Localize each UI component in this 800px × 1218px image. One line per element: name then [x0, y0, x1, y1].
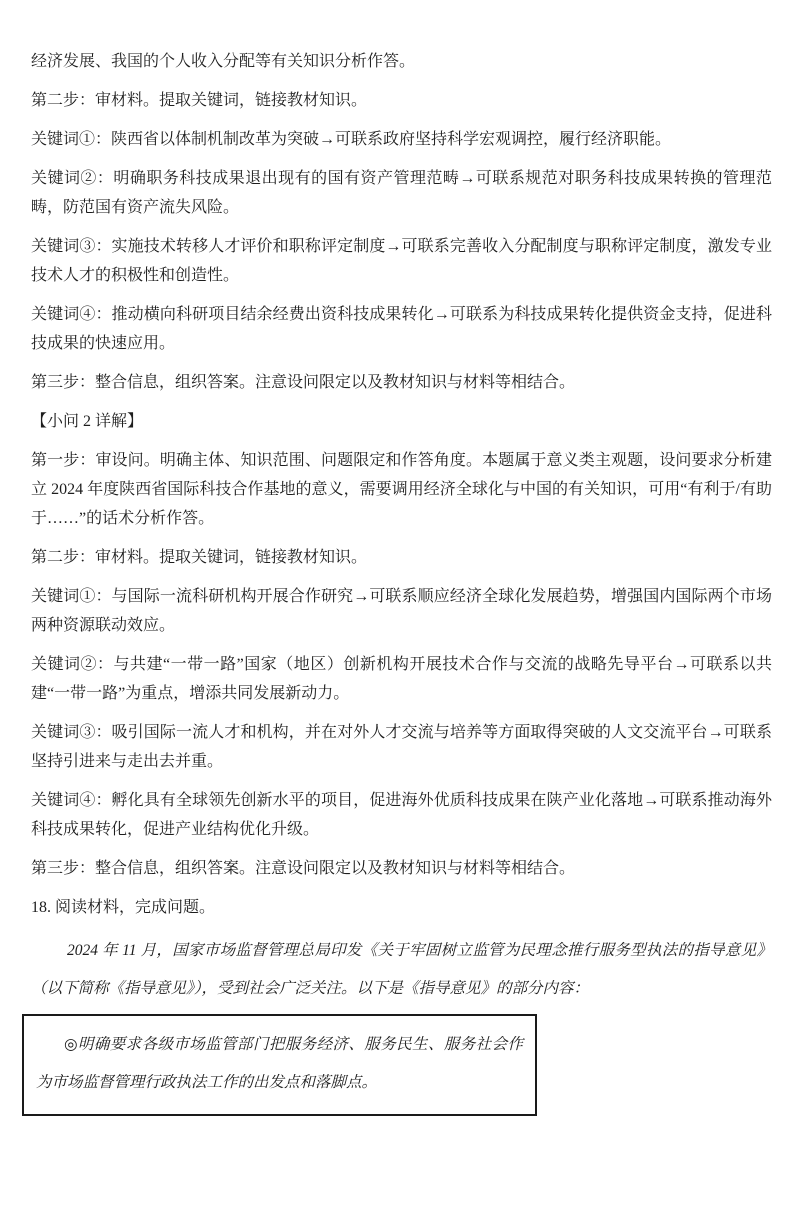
- subquestion2-heading: 【小问 2 详解】: [31, 413, 144, 430]
- step1-paragraph-2: 第一步：审设问。明确主体、知识范围、问题限定和作答角度。本题属于意义类主观题，设问要求分析建立 2024 年度陕西省国际科技合作基地的意义，需要调用经济全球化与中国的有关知识，可用“有利于/有助于……”的话术分析作答。: [31, 452, 772, 527]
- keyword2-paragraph: 关键词②：明确职务科技成果退出现有的国有资产管理范畴→可联系规范对职务科技成果转换的管理范畴，防范国有资产流失风险。: [31, 170, 772, 216]
- keyword4-paragraph: 关键词④：推动横向科研项目结余经费出资科技成果转化→可联系为科技成果转化提供资金支持，促进科技成果的快速应用。: [31, 306, 772, 352]
- guidance-box-text: ◎明确要求各级市场监管部门把服务经济、服务民生、服务社会作为市场监督管理行政执法工作的出发点和落脚点。: [36, 1036, 523, 1091]
- keyword2-paragraph-2: 关键词②：与共建“一带一路”国家（地区）创新机构开展技术合作与交流的战略先导平台→可联系以共建“一带一路”为重点，增添共同发展新动力。: [31, 656, 772, 702]
- keyword3-paragraph-2: 关键词③：吸引国际一流人才和机构，并在对外人才交流与培养等方面取得突破的人文交流平台→可联系坚持引进来与走出去并重。: [31, 724, 772, 770]
- keyword3-paragraph: 关键词③：实施技术转移人才评价和职称评定制度→可联系完善收入分配制度与职称评定制度，激发专业技术人才的积极性和创造性。: [31, 238, 772, 284]
- step2-paragraph: 第二步：审材料。提取关键词，链接教材知识。: [31, 92, 368, 109]
- continuation-paragraph: 经济发展、我国的个人收入分配等有关知识分析作答。: [31, 53, 416, 70]
- keyword4-paragraph-2: 关键词④：孵化具有全球领先创新水平的项目，促进海外优质科技成果在陕产业化落地→可联系推动海外科技成果转化，促进产业结构优化升级。: [31, 792, 772, 838]
- step3-paragraph-2: 第三步：整合信息，组织答案。注意设问限定以及教材知识与材料等相结合。: [31, 860, 576, 877]
- question18-paragraph: 18. 阅读材料，完成问题。: [31, 899, 216, 916]
- document-content: [31, 47, 772, 1116]
- step2-paragraph-2: 第二步：审材料。提取关键词，链接教材知识。: [31, 549, 368, 566]
- guidance-excerpt-box: [22, 1014, 537, 1116]
- keyword1-paragraph: 关键词①：陕西省以体制机制改革为突破→可联系政府坚持科学宏观调控，履行经济职能。: [31, 131, 672, 148]
- step3-paragraph: 第三步：整合信息，组织答案。注意设问限定以及教材知识与材料等相结合。: [31, 374, 576, 391]
- keyword1-paragraph-2: 关键词①：与国际一流科研机构开展合作研究→可联系顺应经济全球化发展趋势，增强国内国际两个市场两种资源联动效应。: [31, 588, 772, 634]
- material-intro-paragraph: 2024 年 11 月，国家市场监督管理总局印发《关于牢固树立监管为民理念推行服务型执法的指导意见》（以下简称《指导意见》），受到社会广泛关注。以下是《指导意见》的部分内容：: [31, 942, 772, 997]
